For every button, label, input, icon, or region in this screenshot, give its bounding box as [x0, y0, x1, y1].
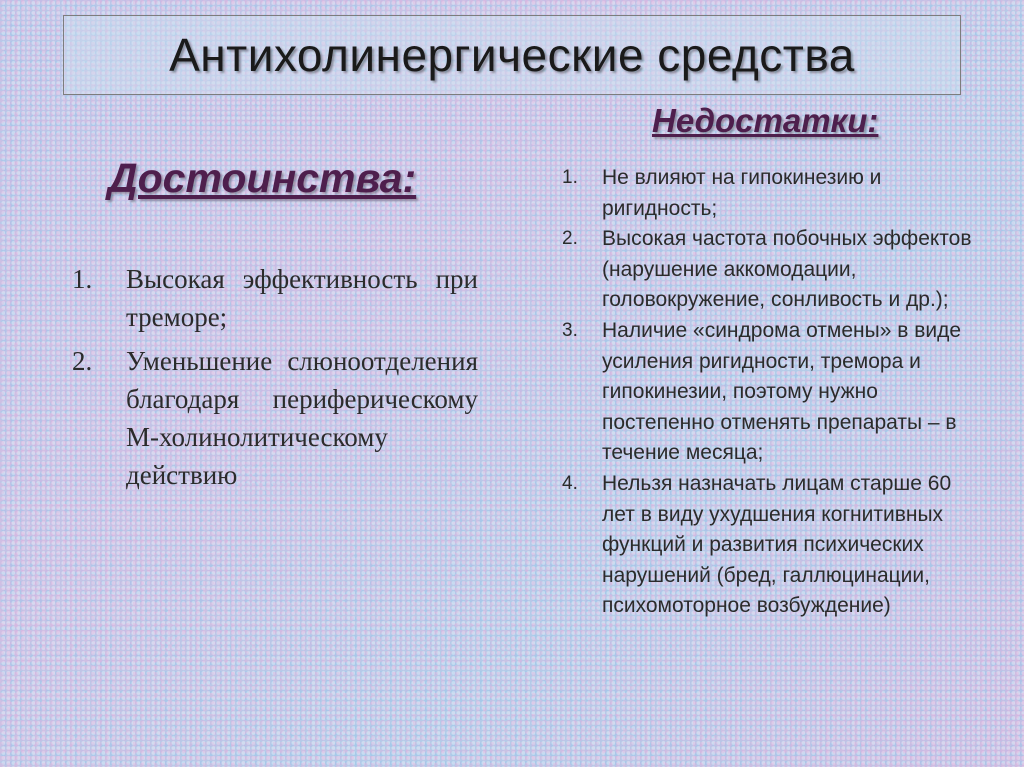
disadvantage-text: Нельзя назначать лицам старше 60 лет в виду ухудшения когнитивных функций и развития психических нарушений (бред, галлюцинации, психомоторное возбуждение)	[602, 471, 952, 618]
slide-title: Антихолинергические средства	[169, 29, 855, 81]
disadvantage-text: Не влияют на гипокинезию и ригидность;	[602, 166, 882, 220]
advantages-list	[68, 260, 478, 500]
title-box	[63, 15, 961, 95]
advantages-heading: Достоинства:	[108, 155, 417, 201]
list-number: 2.	[72, 346, 93, 376]
disadvantages-list	[560, 163, 980, 622]
disadvantage-item	[560, 224, 980, 316]
advantage-item	[68, 260, 478, 336]
disadvantage-item	[560, 316, 980, 469]
advantage-text: Уменьшение слюноотделения благодаря периферическому М-холинолитическому действию	[126, 346, 478, 490]
list-number: 2.	[562, 228, 578, 250]
disadvantage-text: Высокая частота побочных эффектов (нарушение аккомодации, головокружение, сонливость и др.);	[602, 227, 972, 312]
list-number: 1.	[72, 264, 93, 294]
advantage-item	[68, 342, 478, 494]
disadvantages-heading: Недостатки:	[652, 102, 879, 139]
advantage-text: Высокая эффективность при треморе;	[126, 264, 478, 332]
list-number: 1.	[562, 167, 578, 188]
disadvantage-item	[560, 469, 980, 622]
list-number: 3.	[562, 319, 578, 341]
disadvantage-text: Наличие «синдрома отмены» в виде усиления ригидности, тремора и гипокинезии, поэтому нужно постепенно отменять препараты – в течение месяца;	[602, 318, 962, 465]
list-number: 4.	[562, 472, 578, 494]
disadvantage-item	[560, 163, 980, 224]
